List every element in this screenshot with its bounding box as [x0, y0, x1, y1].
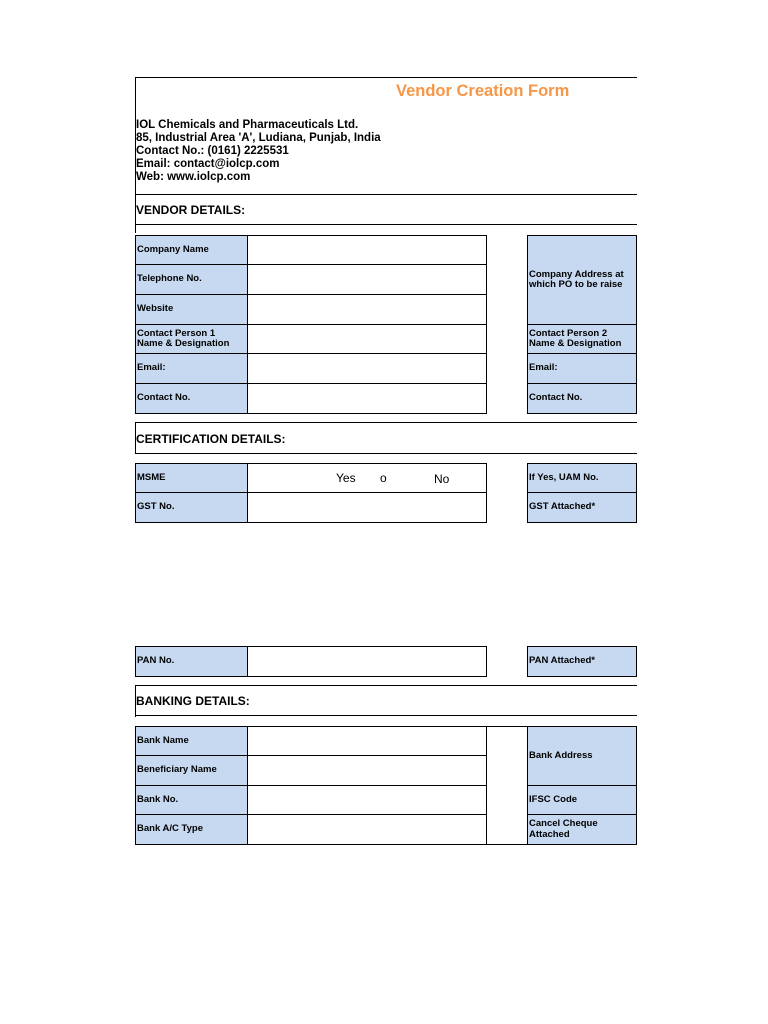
bank-no-field[interactable]	[247, 785, 487, 815]
pan-field[interactable]	[247, 646, 487, 677]
label-bank-name: Bank Name	[135, 726, 248, 756]
section-banking-details: BANKING DETAILS:	[136, 694, 250, 708]
label-ifsc: IFSC Code	[527, 785, 637, 815]
msme-options	[247, 463, 487, 493]
label-contact-no-left: Contact No.	[135, 383, 248, 414]
gst-field[interactable]	[247, 492, 487, 523]
divider	[135, 685, 637, 686]
label-contact-person-1: Contact Person 1 Name & Designation	[135, 324, 248, 354]
label-cancel-cheque: Cancel Cheque Attached	[527, 814, 637, 845]
divider	[135, 422, 637, 423]
company-name-field[interactable]	[247, 235, 487, 265]
bank-name-field[interactable]	[247, 726, 487, 756]
label-ac-type: Bank A/C Type	[135, 814, 248, 845]
website-field[interactable]	[247, 294, 487, 325]
ac-type-field[interactable]	[247, 814, 487, 845]
label-uam: If Yes, UAM No.	[527, 463, 637, 493]
msme-no-option[interactable]: No	[434, 472, 450, 486]
label-bank-address: Bank Address	[527, 726, 637, 786]
divider	[135, 453, 637, 454]
label-contact-no-right: Contact No.	[527, 383, 637, 414]
label-company-address: Company Address at which PO to be raise	[527, 235, 637, 325]
label-pan: PAN No.	[135, 646, 248, 677]
label-telephone: Telephone No.	[135, 264, 248, 295]
label-contact-person-2: Contact Person 2 Name & Designation	[527, 324, 637, 354]
label-msme: MSME	[135, 463, 248, 493]
divider	[135, 194, 637, 195]
section-certification-details: CERTIFICATION DETAILS:	[136, 432, 286, 446]
beneficiary-field[interactable]	[247, 755, 487, 786]
label-company-name: Company Name	[135, 235, 248, 265]
label-gst: GST No.	[135, 492, 248, 523]
label-email-left: Email:	[135, 353, 248, 384]
divider	[135, 224, 637, 225]
label-gst-attached: GST Attached*	[527, 492, 637, 523]
company-address: 85, Industrial Area 'A', Ludiana, Punjab, India	[136, 132, 381, 144]
bank-spacer-column	[486, 726, 528, 845]
label-email-right: Email:	[527, 353, 637, 384]
top-rule	[135, 77, 637, 78]
form-title: Vendor Creation Form	[396, 82, 570, 100]
section-vendor-details: VENDOR DETAILS:	[136, 203, 246, 217]
telephone-field[interactable]	[247, 264, 487, 295]
label-bank-no: Bank No.	[135, 785, 248, 815]
divider	[135, 715, 637, 716]
email-left-field[interactable]	[247, 353, 487, 384]
contact-no-left-field[interactable]	[247, 383, 487, 414]
company-web: Web: www.iolcp.com	[136, 171, 251, 183]
contact-person-1-field[interactable]	[247, 324, 487, 354]
label-pan-attached: PAN Attached*	[527, 646, 637, 677]
company-email: Email: contact@iolcp.com	[136, 158, 280, 170]
company-info	[136, 119, 381, 184]
msme-radio-o[interactable]: o	[380, 471, 387, 485]
company-name: IOL Chemicals and Pharmaceuticals Ltd.	[136, 119, 359, 131]
company-contact: Contact No.: (0161) 2225531	[136, 145, 289, 157]
msme-yes-option[interactable]: Yes	[336, 471, 356, 485]
label-website: Website	[135, 294, 248, 325]
label-beneficiary: Beneficiary Name	[135, 755, 248, 786]
